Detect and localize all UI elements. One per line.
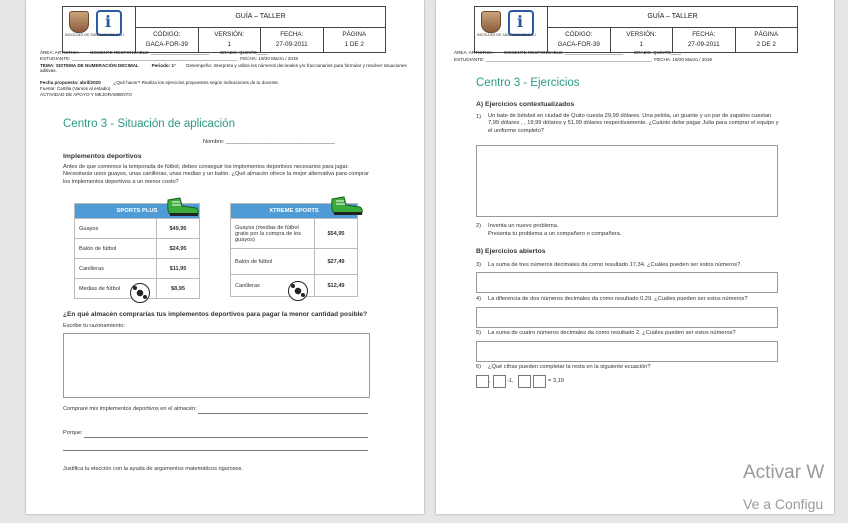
q6-number: 6) (476, 364, 481, 370)
table-row: Canilleras $12,49 (231, 275, 358, 297)
page2-heading: Centro 3 - Ejercicios (476, 77, 580, 89)
q1-number: 1) (476, 114, 481, 120)
soccer-ball-icon (130, 283, 150, 303)
school-shield-icon (69, 11, 89, 33)
q2-number: 2) (476, 223, 481, 229)
school-logos (63, 7, 136, 52)
header-title: GUÍA – TALLER (548, 7, 797, 28)
worksheet-page-1 (26, 0, 424, 514)
sports-plus-title: SPORTS PLUS (75, 204, 200, 219)
reasoning-box[interactable] (63, 333, 370, 398)
q3-answer-box[interactable] (476, 272, 778, 293)
q4-answer-box[interactable] (476, 307, 778, 328)
q5-answer-box[interactable] (476, 341, 778, 362)
nombre-field[interactable]: Nombre: ___________________________________ (203, 139, 335, 145)
compre-answer-line[interactable] (198, 413, 368, 414)
q3-text: La suma de tres números decimales da como resultado 17,34. ¿Cuáles pueden ser estos números? (488, 262, 741, 268)
header-codigo: CÓDIGO: GACA-FOR-39 (548, 28, 611, 52)
header-title: GUÍA – TALLER (136, 7, 385, 28)
equation-minus: -1, (507, 378, 514, 384)
school-logos (475, 7, 548, 52)
table-row: Medias de fútbol $8,95 (75, 279, 200, 299)
header-fecha: FECHA: 27-09-2011 (673, 28, 736, 52)
compre-label: Compraré mis implementos deportivos en el almacén: (63, 406, 197, 412)
header-table (474, 6, 798, 53)
table-row: Guayos $49,95 (75, 219, 200, 239)
q4-text: La diferencia de dos números decimales da como resultado 0,29. ¿Cuáles pueden ser estos números? (488, 296, 748, 302)
q2-text-b: Presenta tu problema a un compañero o compañera. (488, 231, 622, 237)
school-shield-icon (481, 11, 501, 33)
digit-box[interactable] (533, 375, 546, 388)
xtreme-sports-title: XTREME SPORTS (231, 204, 358, 219)
table-row: Balón de fútbol $24,95 (75, 239, 200, 259)
porque-label: Porque: (63, 430, 83, 436)
q6-text: ¿Qué cifras pueden completar la resta en la siguiente ecuación? (488, 364, 651, 370)
meta-area: ÁREA: ARTISTICA DOCENTE RESPONSABLE: _______________________ GRADO: QUINTO____ (40, 50, 268, 55)
meta-fuente: Fuente: Cartilla (Vamos al estadio) (40, 86, 111, 91)
logo-text: INCOLDES DE SANTIAGO DE CALI (65, 33, 124, 37)
header-version: VERSIÓN: 1 (199, 28, 262, 52)
header-version: VERSIÓN: 1 (611, 28, 674, 52)
digit-box[interactable] (518, 375, 531, 388)
reasoning-label: Escribe tu razonamiento: (63, 323, 125, 329)
implementos-heading: Implementos deportivos (63, 153, 142, 160)
meta-actividad: ACTIVIDAD DE APOYO Y MEJORAMIENTO (40, 92, 132, 97)
meta-estudiante: ESTUDIANTE: _________________________________________________________________ FECHA: 19/20 Marzo / 2019 (454, 57, 712, 62)
soccer-ball-icon (288, 281, 308, 301)
logo-text: INCOLDES DE SANTIAGO DE CALI (477, 33, 536, 37)
meta-area: ÁREA: ARTISTICA DOCENTE RESPONSABLE: _______________________ GRADO: QUINTO____ (454, 50, 682, 55)
section-b-heading: B) Ejercicios abiertos (476, 248, 546, 255)
q3-number: 3) (476, 262, 481, 268)
justifica-text: Justifica tu elección con la ayuda de argumentos matemáticos rigurosos. (63, 466, 244, 472)
intro-paragraph: Antes de que comience la temporada de fútbol, debes conseguir los implementos deportivos necesarios para jugar. Necesitarás unos guayos, unas canilleras, unas medias y un balón. ¿Qué almacén ofrece la mejor alternativa para comprar los implementos deportivos a un menor costo? (63, 164, 369, 185)
table-row: Guayos (medias de fútbol gratis por la compra de los guayos) $54,95 (231, 219, 358, 249)
porque-answer-line[interactable] (84, 437, 368, 438)
q1-text: Un bate de béisbol en ciudad de Quito cuesta 29,99 dólares. Una pelota, un guante y un par de zapatos cuestan 7,99 dólares , , 19,99 dólares y 51,99 dólares respectivamente. ¿Cuánto debe pagar Julia para comprar el equipo y el uniforme completo? (488, 113, 779, 134)
q1-answer-box[interactable] (476, 145, 778, 217)
equation-comma: , (489, 378, 491, 384)
table-row: Balón de fútbol $27,49 (231, 249, 358, 275)
activation-watermark-subtitle: Ve a Configu (743, 496, 824, 512)
section-a-heading: A) Ejercicios contextualizados (476, 101, 575, 108)
store-question: ¿En qué almacén comprarías tus implementos deportivos para pagar la menor cantidad posible? (63, 311, 368, 318)
header-pagina: PÁGINA 2 DE 2 (754, 31, 779, 48)
q5-text: La suma de cuatro números decimales da como resultado 2. ¿Cuáles pueden ser estos números? (488, 330, 736, 336)
activation-watermark-title: Activar W (743, 462, 825, 483)
digit-box[interactable] (493, 375, 506, 388)
answer-line[interactable] (63, 450, 368, 451)
meta-fecha-propuesta: Fecha propuesta: abril/2020 ¿Qué hacer? Realiza los ejercicios propuestos según indicaciones de tu docente. (40, 80, 280, 85)
header-codigo: CÓDIGO: GACA-FOR-39 (136, 28, 199, 52)
header-fecha: FECHA: 27-09-2011 (261, 28, 324, 52)
q5-number: 5) (476, 330, 481, 336)
digit-box[interactable] (476, 375, 489, 388)
q2-text-a: Inventa un nuevo problema. (488, 223, 559, 229)
meta-tema: TEMA: SISTEMA DE NUMERACIÓN DECIMAL Periodo: 1° Desempeño: Interpreta y utiliza los números decimales y/o fraccionarios para formular y resolver situaciones aditivas. (40, 63, 407, 74)
header-table (62, 6, 386, 53)
meta-estudiante: ESTUDIANTE: _________________________________________________________________ FECHA: 19/20 Marzo / 2019 (40, 56, 298, 61)
worksheet-page-2 (436, 0, 834, 514)
page1-heading: Centro 3 - Situación de aplicación (63, 118, 235, 130)
q4-number: 4) (476, 296, 481, 302)
table-row: Canilleras $11,95 (75, 259, 200, 279)
soccer-boot-icon (330, 193, 364, 217)
equation-result: = 3,19 (548, 378, 564, 384)
header-pagina: PÁGINA 1 DE 2 (342, 31, 367, 48)
soccer-boot-icon (166, 194, 200, 218)
